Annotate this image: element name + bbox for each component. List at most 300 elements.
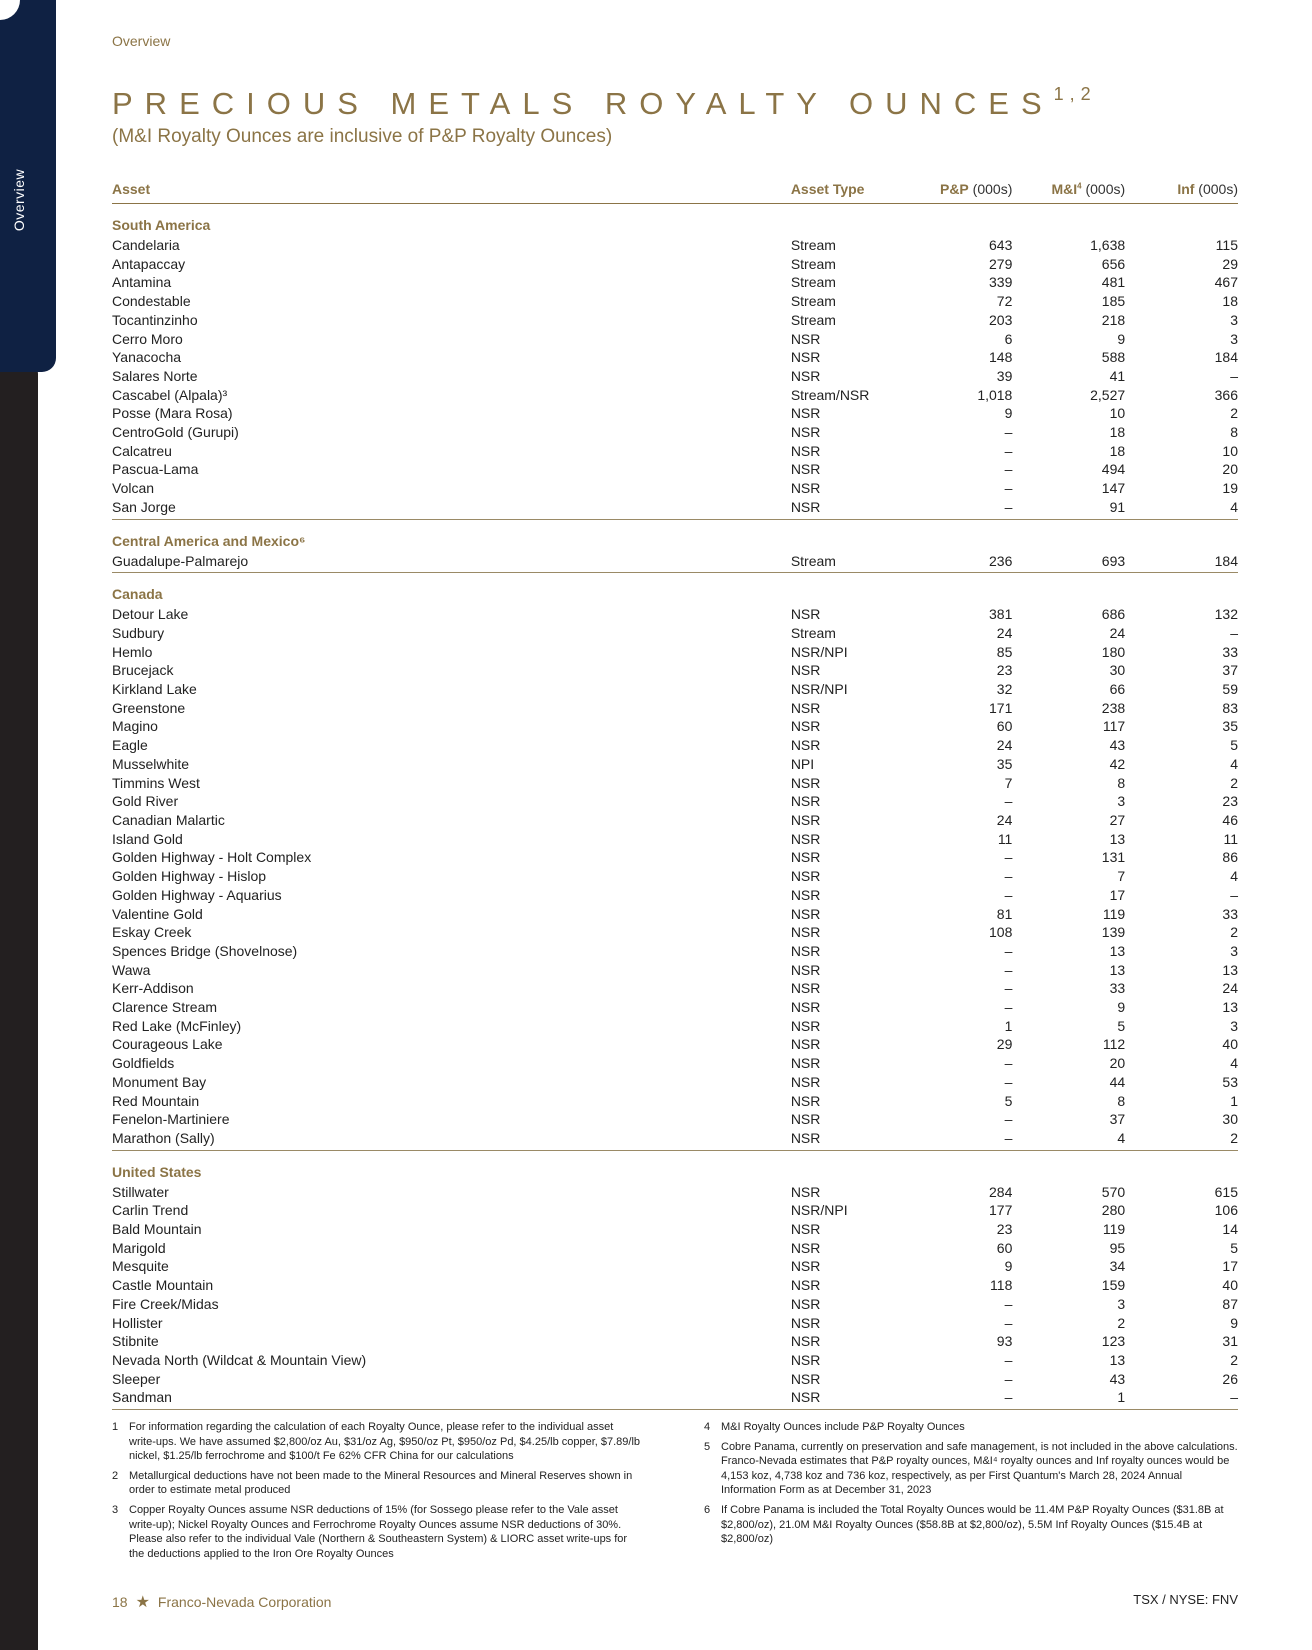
table-row <box>112 998 1238 1017</box>
asset-type: NSR <box>790 942 821 959</box>
inf-value: 3 <box>1230 330 1238 347</box>
asset-name: Golden Highway - Hislop <box>112 868 267 885</box>
asset-name: Calcatreu <box>112 442 172 459</box>
footnote-text: Metallurgical deductions have not been made to the Mineral Resources and Mineral Reserves shown in order to estimate metal produced <box>129 1469 633 1497</box>
mi-value: 112 <box>1102 1036 1126 1053</box>
table-row <box>112 605 1238 624</box>
asset-name: Wawa <box>112 961 151 978</box>
pp-value: – <box>1004 461 1013 478</box>
asset-name: Sleeper <box>112 1370 161 1387</box>
table-row <box>112 923 1238 942</box>
pp-value: 24 <box>996 737 1013 754</box>
mi-value: 238 <box>1101 699 1126 716</box>
asset-type: NSR <box>790 868 821 885</box>
pp-value: 24 <box>996 624 1013 641</box>
table-row <box>112 1129 1238 1150</box>
table-row <box>112 404 1238 423</box>
table-row <box>112 792 1238 811</box>
mi-value: 43 <box>1109 737 1126 754</box>
mi-value: 117 <box>1102 718 1126 735</box>
asset-name: Guadalupe-Palmarejo <box>112 552 791 573</box>
column-header-asset-type: Asset Type <box>791 178 912 204</box>
star-icon: ★ <box>135 1594 150 1611</box>
asset-name: Island Gold <box>112 830 183 847</box>
inf-value: 26 <box>1222 1370 1238 1387</box>
table-row <box>112 1276 1238 1295</box>
pp-value: 11 <box>997 830 1013 847</box>
pp-value: 171 <box>989 699 1013 716</box>
mi-value: 24 <box>1109 624 1126 641</box>
inf-value: 20 <box>1222 461 1238 478</box>
inf-value: – <box>1125 1388 1238 1409</box>
asset-type: NSR <box>790 480 821 497</box>
column-header-asset: Asset <box>112 178 791 204</box>
inf-value: 115 <box>1215 237 1238 253</box>
asset-name: Valentine Gold <box>112 905 203 922</box>
page-title-text: PRECIOUS METALS ROYALTY OUNCES <box>112 86 1054 121</box>
inf-value: 132 <box>1214 606 1238 623</box>
asset-name: CentroGold (Gurupi) <box>112 424 239 441</box>
asset-name: Candelaria <box>112 237 180 253</box>
asset-name: Condestable <box>112 293 191 310</box>
asset-type: NSR <box>790 405 821 422</box>
pp-value: 72 <box>996 293 1013 310</box>
inf-value: 19 <box>1222 480 1238 497</box>
footnote <box>112 1503 642 1561</box>
inf-value: 467 <box>1214 274 1238 291</box>
asset-name: Stibnite <box>112 1333 159 1350</box>
pp-value: – <box>1004 886 1013 903</box>
asset-name: Courageous Lake <box>112 1036 223 1053</box>
inf-value: 3 <box>1230 942 1238 959</box>
table-row <box>112 979 1238 998</box>
mi-value: 123 <box>1101 1333 1126 1350</box>
asset-type: NSR/NPI <box>790 1202 848 1219</box>
mi-value: 13 <box>1109 942 1126 959</box>
table-row <box>112 643 1238 662</box>
table-row <box>112 867 1238 886</box>
pp-value: – <box>1004 1055 1013 1072</box>
asset-type: NSR <box>790 905 821 922</box>
inf-value: 10 <box>1222 442 1238 459</box>
asset-type: Stream <box>790 311 836 328</box>
pp-value: 279 <box>989 255 1013 272</box>
royalty-ounces-table <box>112 178 1238 1410</box>
mi-value: 656 <box>1101 255 1126 272</box>
column-header-pp <box>912 178 1013 204</box>
column-header-inf-label: Inf <box>1177 181 1195 197</box>
table-row <box>112 736 1238 755</box>
asset-type: Stream <box>790 624 836 641</box>
asset-name: Sudbury <box>112 624 165 641</box>
page-footer-left <box>112 1592 331 1612</box>
table-row <box>112 367 1238 386</box>
section-header-row <box>112 204 1238 237</box>
inf-value: 14 <box>1222 1221 1238 1238</box>
sidebar-background <box>0 360 38 1650</box>
inf-value: 53 <box>1222 1073 1238 1090</box>
inf-value: 4 <box>1230 755 1238 772</box>
page-title-footnote-ref: 1,2 <box>1053 84 1097 104</box>
inf-value: – <box>1230 624 1238 641</box>
inf-value: 33 <box>1222 905 1238 922</box>
asset-name: Spences Bridge (Shovelnose) <box>112 942 298 959</box>
asset-name: Volcan <box>112 480 155 497</box>
footnote-number: 4 <box>704 1421 711 1433</box>
mi-value: 693 <box>1012 552 1125 573</box>
mi-value: 20 <box>1109 1055 1126 1072</box>
table-header-row <box>112 178 1238 204</box>
mi-value: 13 <box>1109 961 1126 978</box>
asset-type: Stream <box>790 293 836 310</box>
page-title <box>112 84 1097 122</box>
inf-value: 3 <box>1230 311 1238 328</box>
mi-value: 185 <box>1101 293 1126 310</box>
pp-value: – <box>1004 480 1013 497</box>
table-row <box>112 1110 1238 1129</box>
mi-value: 33 <box>1109 980 1126 997</box>
pp-value: – <box>1004 942 1013 959</box>
asset-type: NSR <box>790 1073 821 1090</box>
section-name: United States <box>112 1163 202 1180</box>
sidebar-tab-label-wrapper <box>4 160 34 240</box>
mi-value: 147 <box>1101 480 1126 497</box>
mi-value: 43 <box>1109 1370 1126 1387</box>
pp-value: 177 <box>989 1202 1013 1219</box>
table-row <box>112 255 1238 274</box>
asset-name: Red Mountain <box>112 1092 200 1109</box>
table-row <box>112 755 1238 774</box>
table-row <box>112 961 1238 980</box>
asset-type: NSR <box>790 980 821 997</box>
pp-value: 108 <box>989 924 1013 941</box>
mi-value: 280 <box>1101 1202 1126 1219</box>
pp-value: – <box>1004 424 1013 441</box>
asset-name: Salares Norte <box>112 367 198 384</box>
asset-type: NSR <box>790 961 821 978</box>
section-eyebrow: Overview <box>112 33 171 49</box>
mi-value: 7 <box>1117 868 1126 885</box>
mi-value: 119 <box>1102 905 1126 922</box>
inf-value: 17 <box>1222 1258 1238 1275</box>
mi-value: 139 <box>1101 924 1126 941</box>
asset-type: Stream <box>790 255 836 272</box>
inf-value: 29 <box>1222 255 1238 272</box>
mi-value: 686 <box>1101 606 1126 623</box>
inf-value: 366 <box>1214 386 1238 403</box>
asset-name: Canadian Malartic <box>112 811 225 828</box>
table-row <box>112 1314 1238 1333</box>
mi-value: 494 <box>1101 461 1126 478</box>
table-row <box>112 479 1238 498</box>
footnote-text: M&I Royalty Ounces include P&P Royalty Ounces <box>721 1421 965 1433</box>
asset-name: Antamina <box>112 274 172 291</box>
mi-value: 8 <box>1117 1092 1126 1109</box>
mi-value: 37 <box>1109 1111 1126 1128</box>
company-name: Franco-Nevada Corporation <box>157 1594 332 1610</box>
asset-name: Golden Highway - Holt Complex <box>112 849 312 866</box>
asset-type: NSR <box>790 461 821 478</box>
asset-name: Eagle <box>112 737 148 754</box>
asset-name: Stillwater <box>112 1183 169 1200</box>
asset-type: NSR <box>790 1111 821 1128</box>
table-row <box>112 680 1238 699</box>
asset-name: Sandman <box>112 1388 791 1409</box>
asset-type: Stream <box>791 552 912 573</box>
asset-type: NSR/NPI <box>790 643 848 660</box>
pp-value: 23 <box>996 1221 1013 1238</box>
table-row <box>112 886 1238 905</box>
table-row <box>112 1201 1238 1220</box>
asset-type: NSR <box>790 849 821 866</box>
table-row <box>112 1035 1238 1054</box>
footnote-number: 2 <box>112 1469 119 1482</box>
footnote-number: 3 <box>112 1503 119 1516</box>
pp-value: 60 <box>996 1239 1013 1256</box>
mi-value: 218 <box>1101 311 1126 328</box>
inf-value: 13 <box>1222 961 1238 978</box>
asset-name: Pascua-Lama <box>112 461 199 478</box>
table-row <box>112 423 1238 442</box>
table-row <box>112 1054 1238 1073</box>
asset-type: NSR <box>790 737 821 754</box>
table-row <box>112 811 1238 830</box>
mi-value: 95 <box>1109 1239 1126 1256</box>
section-name: Central America and Mexico⁶ <box>112 532 306 549</box>
table-row <box>112 236 1238 255</box>
page-subtitle: (M&I Royalty Ounces are inclusive of P&P Royalty Ounces) <box>112 126 613 147</box>
table-row <box>112 942 1238 961</box>
inf-value: 31 <box>1222 1333 1238 1350</box>
table-row <box>112 1370 1238 1389</box>
inf-value: 40 <box>1222 1277 1238 1294</box>
table-row <box>112 460 1238 479</box>
footnote-number: 1 <box>112 1421 119 1433</box>
mi-value: 18 <box>1109 442 1126 459</box>
asset-name: Musselwhite <box>112 755 190 772</box>
mi-value: 34 <box>1109 1258 1126 1275</box>
mi-value: 10 <box>1109 405 1126 422</box>
asset-type: NSR <box>790 1370 821 1387</box>
asset-type: NSR <box>790 999 821 1016</box>
table-row <box>112 848 1238 867</box>
asset-type: NSR/NPI <box>790 681 848 698</box>
inf-value: 8 <box>1230 424 1238 441</box>
mi-value: 18 <box>1109 424 1126 441</box>
pp-value: 643 <box>989 237 1013 253</box>
mi-value: 30 <box>1109 662 1126 679</box>
asset-name: Brucejack <box>112 662 174 679</box>
asset-type: Stream <box>790 237 836 253</box>
footnotes-right-column <box>704 1420 1238 1552</box>
table-row <box>112 1257 1238 1276</box>
asset-name: Mesquite <box>112 1258 169 1275</box>
asset-name: Kerr-Addison <box>112 980 194 997</box>
pp-value: 81 <box>996 905 1013 922</box>
table-row <box>112 661 1238 680</box>
section-header-row <box>112 1150 1238 1183</box>
asset-name: San Jorge <box>112 498 791 519</box>
table-row <box>112 1220 1238 1239</box>
asset-name: Tocantinzinho <box>112 311 198 328</box>
pp-value: 93 <box>996 1333 1013 1350</box>
asset-type: NSR <box>790 811 821 828</box>
sidebar-tab-label: Overview <box>11 168 27 232</box>
pp-value: 381 <box>989 606 1013 623</box>
inf-value: 40 <box>1222 1036 1238 1053</box>
table-row <box>112 552 1238 573</box>
asset-type: NPI <box>790 755 815 772</box>
column-header-mi-label: M&I <box>1051 181 1078 197</box>
inf-value: 4 <box>1230 1055 1238 1072</box>
asset-name: Magino <box>112 718 158 735</box>
sidebar-tab-overview[interactable] <box>0 0 56 372</box>
table-row <box>112 273 1238 292</box>
asset-type: NSR <box>790 1036 821 1053</box>
mi-value: 27 <box>1109 811 1126 828</box>
table-row <box>112 1388 1238 1409</box>
inf-value: 37 <box>1222 662 1238 679</box>
mi-value: 2,527 <box>1090 386 1126 403</box>
table-row <box>112 1295 1238 1314</box>
inf-value: 5 <box>1230 737 1238 754</box>
pp-value: 236 <box>912 552 1013 573</box>
inf-value: 30 <box>1222 1111 1238 1128</box>
footnote <box>112 1420 642 1464</box>
footnote <box>112 1469 642 1498</box>
asset-name: Red Lake (McFinley) <box>112 1017 242 1034</box>
pp-value: – <box>1004 1111 1013 1128</box>
asset-name: Goldfields <box>112 1055 175 1072</box>
table-row <box>112 386 1238 405</box>
pp-value: – <box>1004 442 1013 459</box>
footnote <box>704 1440 1238 1498</box>
column-header-mi <box>1012 178 1125 204</box>
pp-value: 32 <box>996 681 1013 698</box>
inf-value: 2 <box>1125 1129 1238 1150</box>
pp-value: 1 <box>1004 1017 1013 1034</box>
pp-value: 339 <box>989 274 1013 291</box>
pp-value: – <box>1004 999 1013 1016</box>
asset-type: NSR <box>790 699 821 716</box>
inf-value: 184 <box>1125 552 1238 573</box>
footnote-number: 6 <box>704 1503 711 1516</box>
asset-type: NSR <box>791 1129 912 1150</box>
pp-value: 9 <box>1004 405 1013 422</box>
asset-type: NSR <box>790 774 821 791</box>
mi-value: 17 <box>1109 886 1126 903</box>
section-name: Canada <box>112 586 163 603</box>
page-number: 18 <box>112 1594 128 1610</box>
inf-value: 5 <box>1230 1239 1238 1256</box>
asset-type: NSR <box>791 1388 912 1409</box>
asset-type: NSR <box>790 349 821 366</box>
mi-value: 13 <box>1109 1351 1126 1368</box>
pp-value: – <box>1004 868 1013 885</box>
mi-value: 570 <box>1101 1183 1126 1200</box>
footnote-text: Copper Royalty Ounces assume NSR deductions of 15% (for Sossego please refer to the Vale asset write-up); Nickel Royalty Ounces and Ferrochrome Royalty Ounces assume NSR deductions of 30%. Please also refer to the individual Vale (Northern & Southeastern System) & LIORC asset write-ups for the deductions applied to the Iron Ore Royalty Ounces <box>129 1503 628 1560</box>
asset-name: Kirkland Lake <box>112 681 197 698</box>
table-row <box>112 1351 1238 1370</box>
pp-value: 7 <box>1004 774 1013 791</box>
footnotes-left-column <box>112 1420 642 1566</box>
pp-value: – <box>912 1388 1013 1409</box>
stock-ticker: TSX / NYSE: FNV <box>1133 1592 1238 1607</box>
pp-value: 6 <box>1004 330 1013 347</box>
mi-value: 13 <box>1109 830 1126 847</box>
table-row <box>112 1332 1238 1351</box>
table-body <box>112 204 1238 1410</box>
table-row <box>112 717 1238 736</box>
column-header-inf-unit: (000s) <box>1194 181 1238 197</box>
asset-name: Cerro Moro <box>112 330 183 347</box>
mi-value: 131 <box>1101 849 1126 866</box>
asset-type: NSR <box>790 367 821 384</box>
asset-type: NSR <box>790 718 821 735</box>
mi-value: 4 <box>1012 1129 1125 1150</box>
asset-type: NSR <box>790 1333 821 1350</box>
asset-type: NSR <box>791 498 912 519</box>
mi-value: 3 <box>1117 793 1126 810</box>
mi-value: 180 <box>1101 643 1126 660</box>
asset-type: NSR <box>790 924 821 941</box>
inf-value: 184 <box>1214 349 1238 366</box>
asset-type: NSR <box>790 1183 821 1200</box>
asset-name: Antapaccay <box>112 255 186 272</box>
inf-value: 2 <box>1230 1351 1238 1368</box>
mi-value: 44 <box>1109 1073 1126 1090</box>
mi-value: 119 <box>1102 1221 1126 1238</box>
mi-value: 9 <box>1117 330 1126 347</box>
table-row <box>112 1017 1238 1036</box>
pp-value: 203 <box>989 311 1013 328</box>
footnote-text: For information regarding the calculation of each Royalty Ounce, please refer to the individual asset write-ups. We have assumed $2,800/oz Au, $31/oz Ag, $950/oz Pt, $950/oz Pd, $4.25/lb copper, $7.89/lb nickel, $1.25/lb ferrochrome and $100/t Fe 62% CFR China for our calculations <box>129 1421 641 1463</box>
section-name: South America <box>112 217 211 233</box>
pp-value: 9 <box>1004 1258 1013 1275</box>
inf-value: 46 <box>1222 811 1238 828</box>
mi-value: 2 <box>1117 1314 1126 1331</box>
footnote <box>704 1420 1238 1435</box>
inf-value: 23 <box>1222 793 1238 810</box>
table-row <box>112 624 1238 643</box>
inf-value: 11 <box>1223 830 1238 847</box>
asset-name: Fire Creek/Midas <box>112 1295 219 1312</box>
asset-name: Cascabel (Alpala)³ <box>112 386 228 403</box>
pp-value: – <box>1004 1351 1013 1368</box>
table-row <box>112 1239 1238 1258</box>
inf-value: 9 <box>1230 1314 1238 1331</box>
inf-value: 13 <box>1222 999 1238 1016</box>
section-header-row <box>112 573 1238 606</box>
asset-type: NSR <box>790 1295 821 1312</box>
pp-value: – <box>1004 961 1013 978</box>
pp-value: – <box>1004 1314 1013 1331</box>
inf-value: 87 <box>1222 1295 1238 1312</box>
inf-value: 35 <box>1222 718 1238 735</box>
asset-type: NSR <box>790 1351 821 1368</box>
asset-name: Greenstone <box>112 699 186 716</box>
inf-value: 106 <box>1214 1202 1238 1219</box>
asset-name: Golden Highway - Aquarius <box>112 886 282 903</box>
mi-value: 91 <box>1012 498 1125 519</box>
asset-type: NSR <box>790 1017 821 1034</box>
table-row <box>112 498 1238 519</box>
column-header-inf <box>1125 178 1238 204</box>
inf-value: 33 <box>1222 643 1238 660</box>
asset-name: Bald Mountain <box>112 1221 202 1238</box>
pp-value: 284 <box>989 1183 1013 1200</box>
asset-name: Detour Lake <box>112 606 189 623</box>
